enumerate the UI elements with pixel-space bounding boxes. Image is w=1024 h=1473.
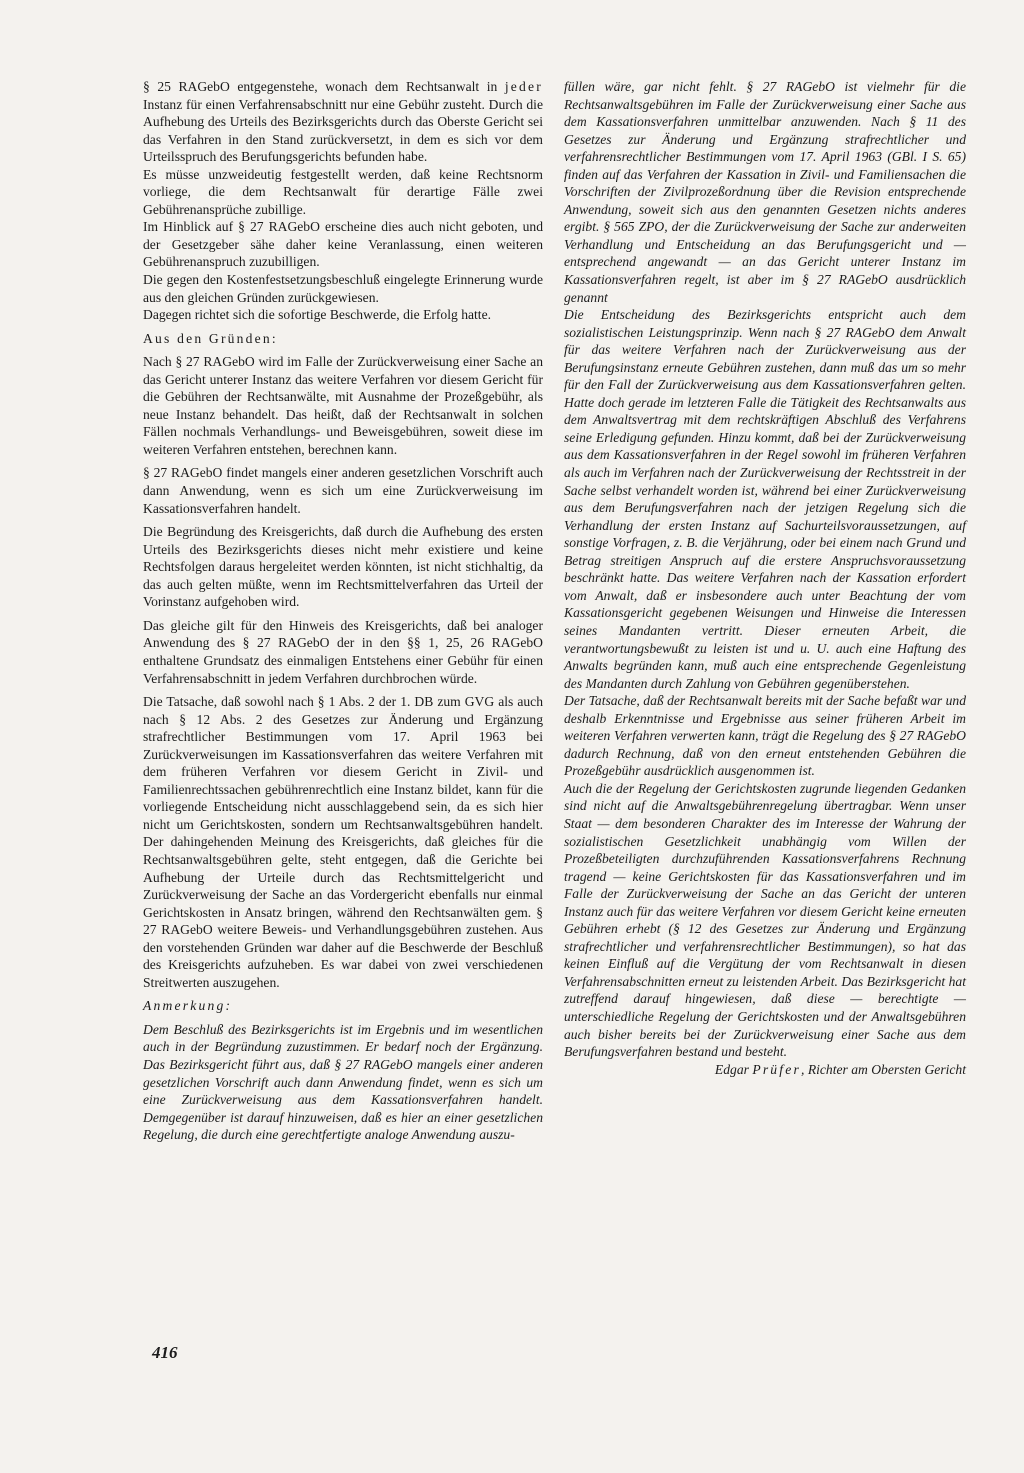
paragraph: Es müsse unzweideutig festgestellt werden, daß keine Rechtsnorm vorliege, die dem Rechtsanwalt für derartige Fälle zwei Gebührenansprüche zubillige. — [143, 166, 543, 217]
paragraph — [143, 78, 543, 166]
author-title: , Richter am Obersten Gericht — [801, 1061, 966, 1077]
section-heading-reasons: Aus den Gründen: — [143, 330, 278, 346]
paragraph: Nach § 27 RAGebO wird im Falle der Zurückverweisung einer Sache an das Gericht unterer Instanz das weitere Verfahren vor diesem Gericht für die Gebühren der Rechtsanwälte, mit Ausnahme der Prozeßgebühr, als neue Instanz behandelt. Das heißt, daß der Rechtsanwalt in solchen Fällen nochmals Verhandlungs- und Beweisgebühren, soweit diese im weiteren Verfahren entstehen, berechnen kann. — [143, 354, 543, 457]
paragraph: Die Entscheidung des Bezirksgerichts entspricht auch dem sozialistischen Leistungsprinzip. Wenn nach § 27 RAGebO dem Anwalt für das weitere Verfahren nach der Zurückverweisung aus der Berufungsinstanz erneute Gebühren zustehen, dann muß das um so mehr für den Fall der Zurückverweisung aus dem Kassationsverfahren gelten. Hatte doch gerade im letzteren Falle die Tätigkeit des Rechtsanwalts aus dem Anwaltsvertrag mit dem rechtskräftigen Abschluß des Verfahrens seine Erledigung gefunden. Hinzu kommt, daß bei der Zurückverweisung aus dem Kassationsverfahren in der Regel sowohl im früheren Verfahren als auch im Verfahren nach der Zurückverweisung der Rechtsstreit in der Sache selbst verhandelt worden ist, während bei einer Zurückverweisung aus dem Berufungsverfahren nach der jetzigen Regelung sich die Verhandlung der ersten Instanz auf Sachurteilsvoraussetzungen, auf sonstige Vorfragen, z. B. die Verjährung, oder bei einem nach Grund und Betrag streitigen Anspruch auf die erstere Anspruchsvoraussetzung beschränkt hatte. Das weitere Verfahren nach der Kassation erfordert vom Anwalt, daß er insbesondere auch unter Beachtung der vom Kassationsgericht gegebenen Weisungen und Hinweise die Interessen seines Mandanten vertritt. Dieser erneuten Arbeit, die verantwortungsbewußt zu leisten ist und u. U. auch eine Haftung des Anwalts begründen kann, muß auch eine entsprechende Gegenleistung des Mandanten durch Zahlung von Gebühren gegenüberstehen. — [564, 307, 966, 691]
paragraph: Die gegen den Kostenfestsetzungsbeschluß eingelegte Erinnerung wurde aus den gleichen Gründen zurückgewiesen. — [143, 272, 543, 305]
section-heading-note: Anmerkung: — [143, 998, 233, 1014]
paragraph: füllen wäre, gar nicht fehlt. § 27 RAGebO ist vielmehr für die Rechtsanwaltsgebühren im Falle der Zurückverweisung einer Sache aus dem Kassationsverfahren unmittelbar anzuwenden. Nach § 11 des Gesetzes zur Änderung und Ergänzung strafrechtlicher und verfahrensrechtlicher Bestimmungen vom 17. April 1963 (GBl. I S. 65) finden auf das Verfahren der Kassation in Zivil- und Familiensachen die Vorschriften der Zivilprozeßordnung über die Revision entsprechende Anwendung, soweit sich aus den genannten Gesetzen nichts anderes ergibt. § 565 ZPO, der die Zurückverweisung der Sache zur anderweiten Verhandlung und Entscheidung an das Berufungsgericht und — entsprechend angewandt — an das Gericht unterer Instanz im Kassationsverfahren regelt, ist aber im § 27 RAGebO ausdrücklich genannt — [564, 79, 966, 305]
paragraph: Im Hinblick auf § 27 RAGebO erscheine dies auch nicht geboten, und der Gesetzgeber sähe daher keine Veranlassung, einen weiteren Gebührenanspruch zuzubilligen. — [143, 219, 543, 270]
text-run: Instanz für einen Verfahrensabschnitt nur eine Gebühr zusteht. Durch die Aufhebung des Urteils des Bezirksgerichts durch das Oberste Gericht sei das Verfahren in den Stand zurückversetzt, in dem es sich vor dem Urteilsspruch des Berufungsgerichts befunden habe. — [143, 96, 543, 165]
paragraph: Die Begründung des Kreisgerichts, daß durch die Aufhebung des ersten Urteils des Bezirksgerichts dieses nicht mehr existiere und keine Rechtsfolgen daraus hergeleitet werden könnten, ist nicht stichhaltig, da das auch gelten müßte, wenn im Rechtsmittelverfahren das Urteil der Vorinstanz aufgehoben wird. — [143, 524, 543, 610]
paragraph: Das gleiche gilt für den Hinweis des Kreisgerichts, daß bei analoger Anwendung des § 27 RAGebO der in den §§ 1, 25, 26 RAGebO enthaltene Grundsatz des einmaligen Entstehens einer Gebühr für einen Verfahrensabschnitt in jedem Verfahren durchbrochen würde. — [143, 617, 543, 686]
page-number: 416 — [152, 1343, 178, 1362]
paragraph: § 27 RAGebO findet mangels einer anderen gesetzlichen Vorschrift auch dann Anwendung, wenn es sich um eine Zurückverweisung im Kassationsverfahren handelt. — [143, 465, 543, 516]
paragraph: Dem Beschluß des Bezirksgerichts ist im Ergebnis und im wesentlichen auch in der Begründung zuzustimmen. Er bedarf noch der Ergänzung. Das Bezirksgericht führt aus, daß § 27 RAGebO mangels einer anderen gesetzlichen Vorschrift auch dann Anwendung findet, wenn es sich um eine Zurückverweisung aus dem Kassationsverfahren handelt. Demgegenüber ist darauf hinzuweisen, daß es hier an einer gesetzlichen Regelung, die durch eine gerechtfertigte analoge Anwendung auszu- — [143, 1021, 543, 1143]
text-run: § 25 RAGebO entgegenstehe, wonach dem Rechtsanwalt in — [143, 79, 505, 94]
author-signature — [564, 1061, 966, 1079]
left-column — [143, 78, 543, 1150]
paragraph: Die Tatsache, daß sowohl nach § 1 Abs. 2 der 1. DB zum GVG als auch nach § 12 Abs. 2 des Gesetzes zur Änderung und Ergänzung strafrechtlicher Bestimmungen vom 17. April 1963 bei Zurückverweisungen im Kassationsverfahren das weitere Verfahren mit dem früheren Verfahren vor diesem Gericht in Zivil- und Familienrechtssachen gebührenrechtlich eine Instanz bildet, kann für die vorliegende Entscheidung nicht ausschlaggebend sein, da es sich hier nicht um Gerichtskosten, sondern um Rechtsanwaltsgebühren handelt. Der dahingehenden Meinung des Kreisgerichts, daß gleiches für die Rechtsanwaltsgebühren gelte, steht entgegen, daß die Gerichte bei Aufhebung der Urteile durch das Rechtsmittelgericht und Zurückverweisung der Sache an das Vordergericht ebenfalls nur einmal Gerichtskosten in Ansatz bringen, während den Rechtsanwälten gem. § 27 RAGebO weitere Beweis- und Verhandlungsgebühren zustehen. Aus den vorstehenden Gründen war daher auf die Beschwerde der Beschluß des Kreisgerichts aufzuheben. Es war dabei von zwei verschiedenen Streitwerten auszugehen. — [143, 694, 543, 990]
paragraph: Dagegen richtet sich die sofortige Beschwerde, die Erfolg hatte. — [143, 307, 492, 323]
author-last-name: Prüfer — [752, 1061, 802, 1077]
right-column — [564, 78, 966, 1084]
paragraph: Auch die der Regelung der Gerichtskosten zugrunde liegenden Gedanken sind nicht auf die Anwaltsgebührenregelung übertragbar. Wenn unser Staat — dem besonderen Charakter des im Interesse der Wahrung der sozialistischen Gesetzlichkeit unabhängig vom Willen der Prozeßbeteiligten durchzuführenden Kassationsverfahrens Rechnung tragend — keine Gerichtskosten für das Kassationsverfahren und im Falle der Zurückverweisung der Sache an das Gericht der unteren Instanz auch für das weitere Verfahren vor diesem Gericht keine erneuten Gebühren erhebt (§ 12 des Gesetzes zur Änderung und Ergänzung strafrechtlicher und verfahrensrechtlicher Bestimmungen), so hat das keinen Einfluß auf die Vergütung der vom Rechtsanwalt in diesen Verfahrensabschnitten erneut zu leistenden Arbeit. Das Bezirksgericht hat zutreffend darauf hingewiesen, daß diese — berechtigte — unterschiedliche Regelung der Gerichtskosten und der Anwaltsgebühren auch bisher bereits bei der Zurückverweisung einer Sache aus dem Berufungsverfahren bestand und besteht. — [564, 780, 966, 1060]
author-first-name: Edgar — [714, 1061, 753, 1077]
emphasized-word: jeder — [504, 79, 543, 94]
paragraph: Der Tatsache, daß der Rechtsanwalt bereits mit der Sache befaßt war und deshalb Erkenntnisse und Ergebnisse aus seiner früheren Arbeit im weiteren Verfahren verwerten kann, trägt die Regelung des § 27 RAGebO dadurch Rechnung, daß von den erneut entstehenden Gebühren die Prozeßgebühr ausdrücklich ausgenommen ist. — [564, 693, 966, 779]
